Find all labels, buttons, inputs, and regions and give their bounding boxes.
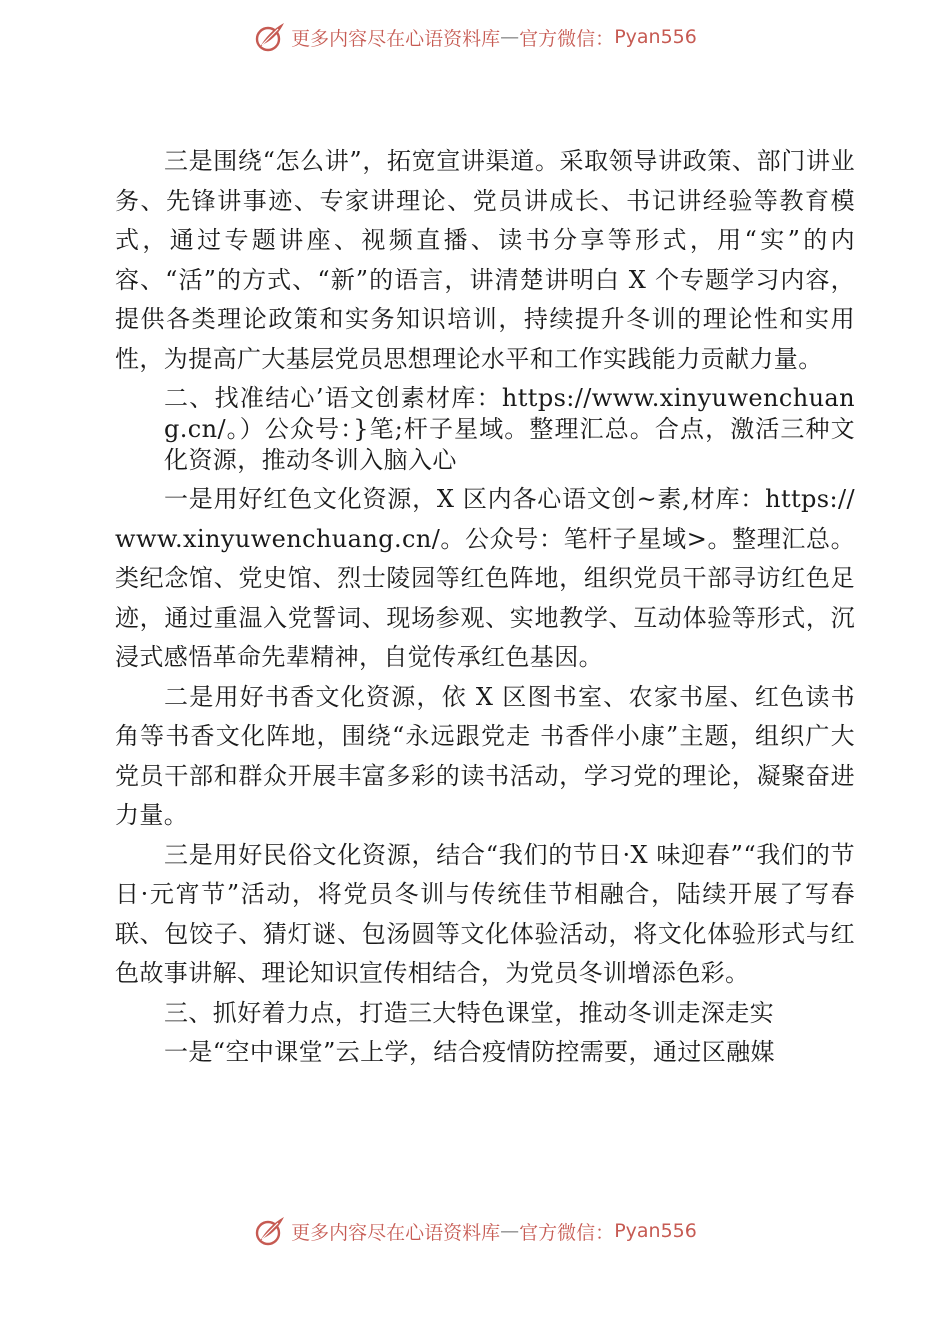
footer-banner (0, 1206, 950, 1256)
banner-dash: — (500, 26, 520, 48)
document-body (115, 142, 855, 1073)
paragraph-red-culture: 一是用好红色文化资源，X 区内各心语文创~素,材库：https://www.xinyuwenchuang.cn/。公众号：笔杆子星域>。整理汇总。类纪念馆、党史馆、烈士陵园等红色阵地，组织党员干部寻访红色足迹，通过重温入党誓词、现场参观、实地教学、互动体验等形式，沉浸式感悟革命先辈精神，自觉传承红色基因。 (115, 485, 855, 671)
section-heading-three: 三、抓好着力点，打造三大特色课堂，推动冬训走深走实 (164, 998, 774, 1027)
banner-wechat-id: Pyan556 (614, 26, 697, 48)
paragraph-sky-classroom: 一是“空中课堂”云上学，结合疫情防控需要，通过区融媒 (164, 1038, 775, 1066)
paragraph-folk-culture: 三是用好民俗文化资源，结合“我们的节日·X 味迎春”“我们的节日·元宵节”活动，将党员冬训与传统佳节相融合，陆续开展了写春联、包饺子、猜灯谜、包汤圆等文化体验活动，将文化体验形式与红色故事讲解、理论知识宣传相结合，为党员冬训增添色彩。 (115, 840, 855, 987)
banner-wechat-label: 官方微信： (519, 1221, 615, 1244)
banner-wechat-label: 官方微信： (519, 27, 615, 50)
header-banner (0, 12, 950, 62)
paragraph-book-culture: 二是用好书香文化资源，依 X 区图书室、农家书屋、红色读书角等书香文化阵地，围绕“永远跟党走 书香伴小康”主题，组织广大党员干部和群众开展丰富多彩的读书活动，学习党的理论，凝聚奋进力量。 (115, 682, 855, 829)
banner-brand-text: 更多内容尽在心语资料库 (291, 27, 501, 50)
banner-dash: — (500, 1220, 520, 1242)
paragraph-how-to-preach: 三是围绕“怎么讲”，拓宽宣讲渠道。采取领导讲政策、部门讲业务、先锋讲事迹、专家讲理论、党员讲成长、书记讲经验等教育模式，通过专题讲座、视频直播、读书分享等形式，用“实”的内容、“活”的方式、“新”的语言，讲清楚讲明白 X 个专题学习内容，提供各类理论政策和实务知识培训，持续提升冬训的理论性和实用性，为提高广大基层党员思想理论水平和工作实践能力贡献力量。 (115, 147, 855, 373)
banner-brand-text: 更多内容尽在心语资料库 (291, 1221, 501, 1244)
banner-wechat-id: Pyan556 (614, 1220, 697, 1242)
section-heading-two: 二、找准结心’语文创素材库：https://www.xinyuwenchuang.cn/。）公众号：}笔;杆子星域。整理汇总。合点，激活三种文化资源，推动冬训入脑入心 (164, 384, 855, 474)
quill-logo-icon (253, 1214, 287, 1248)
quill-logo-icon (253, 20, 287, 54)
